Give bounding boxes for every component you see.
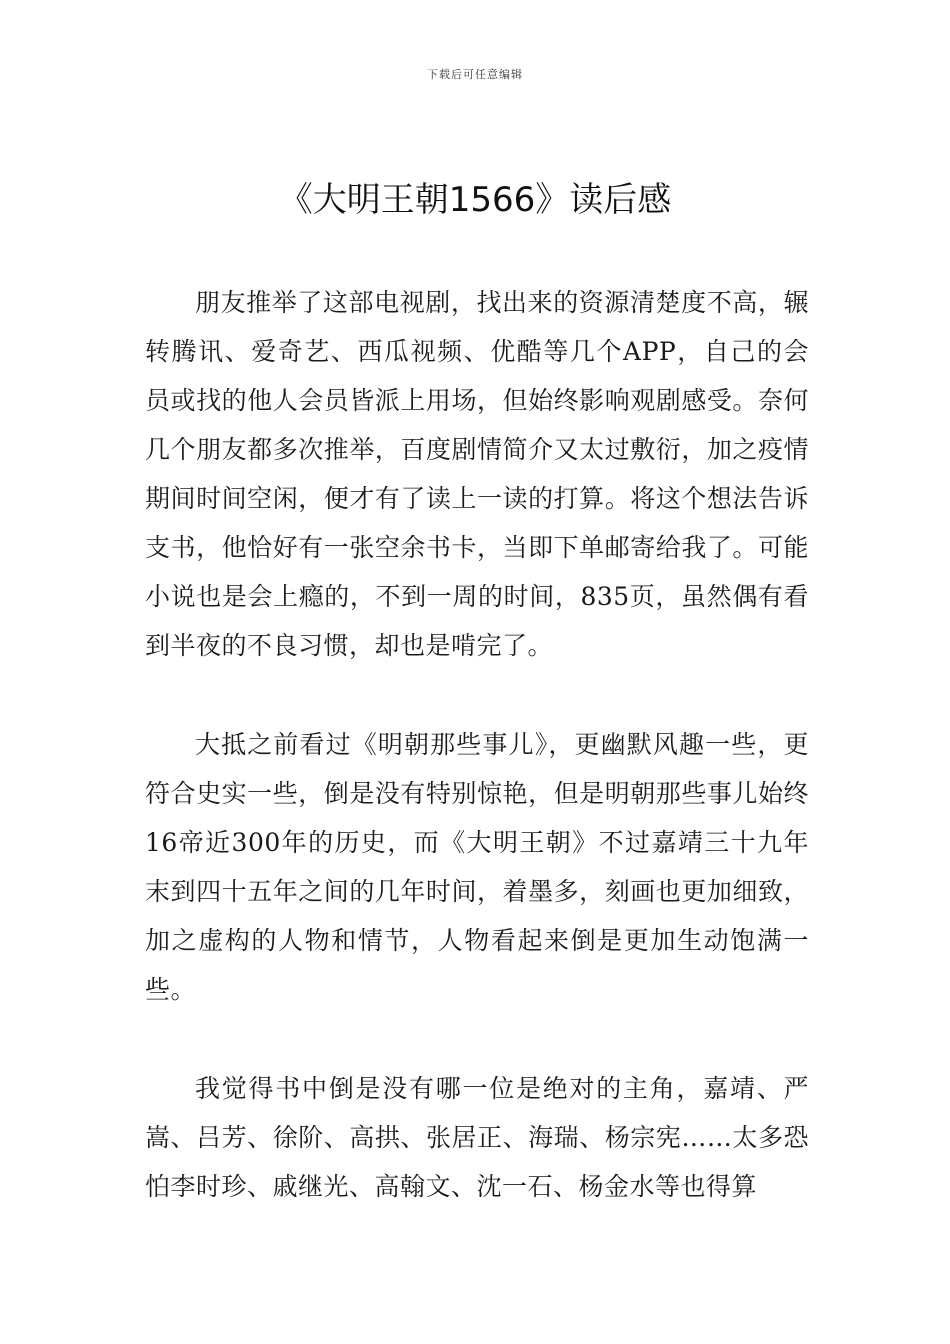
document-title: 《大明王朝1566》读后感 bbox=[278, 180, 672, 220]
paragraph-1: 朋友推举了这部电视剧，找出来的资源清楚度不高，辗转腾讯、爱奇艺、西瓜视频、优酷等几个APP，自己的会员或找的他人会员皆派上用场，但始终影响观剧感受。奈何几个朋友都多次推举，百度剧情简介又太过敷衍，加之疫情期间时间空闲，便才有了读上一读的打算。将这个想法告诉支书，他恰好有一张空余书卡，当即下单邮寄给我了。可能小说也是会上瘾的，不到一周的时间，835页，虽然偶有看到半夜的不良习惯，却也是啃完了。 bbox=[145, 288, 809, 660]
paragraph-3: 我觉得书中倒是没有哪一位是绝对的主角，嘉靖、严嵩、吕芳、徐阶、高拱、张居正、海瑞、杨宗宪……太多恐怕李时珍、戚继光、高翰文、沈一石、杨金水等也得算 bbox=[145, 1074, 809, 1201]
paragraph-2: 大抵之前看过《明朝那些事儿》，更幽默风趣一些，更符合史实一些，倒是没有特别惊艳，但是明朝那些事儿始终16帝近300年的历史，而《大明王朝》不过嘉靖三十九年末到四十五年之间的几年时间，着墨多，刻画也更加细致，加之虚构的人物和情节，人物看起来倒是更加生动饱满一些。 bbox=[145, 730, 809, 1004]
header-note: 下载后可任意编辑 bbox=[427, 68, 523, 81]
document-body bbox=[145, 278, 809, 1261]
